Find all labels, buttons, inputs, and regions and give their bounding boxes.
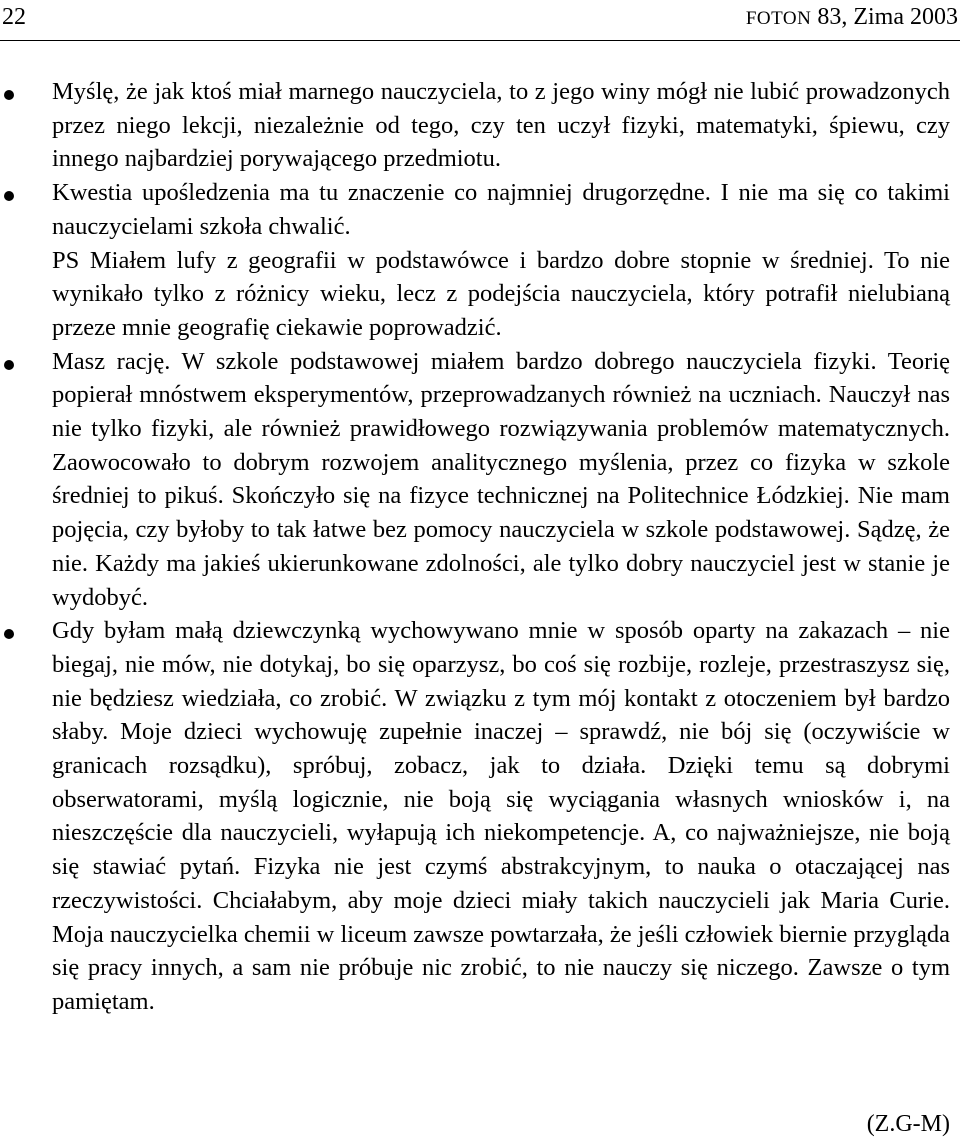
running-title [746,0,958,36]
comment-item [0,345,950,615]
comment-list [0,75,960,1019]
journal-name: FOTON [745,8,812,29]
comment-text: PS Miałem lufy z geografii w podstawówce i bardzo dobre stopnie w średniej. To nie wynikało tylko z różnicy wieku, lecz z podejścia nauczyciela, który potrafił nielubianą przeze mnie geografię ciekawie poprowadzić. [52,246,950,341]
comment-item [0,176,950,243]
comment-text: Myślę, że jak ktoś miał marnego nauczyciela, to z jego winy mógł nie lubić prowadzonych przez niego lekcji, niezależnie od tego, czy ten uczył fizyki, matematyki, śpiewu, czy innego najbardziej porywającego przedmiotu. [52,78,950,173]
bullet-icon [4,191,14,201]
bullet-icon [4,360,14,370]
header-rule [0,40,960,41]
bullet-icon [4,90,14,100]
page-number: 22 [2,4,26,30]
comment-text: Gdy byłam małą dziewczynką wychowywano mnie w sposób oparty na zakazach – nie biegaj, nie mów, nie dotykaj, bo się oparzysz, bo coś się rozbije, rozleje, przestraszysz się, nie będziesz wiedziała, co zrobić. W związku z tym mój kontakt z otoczeniem był bardzo słaby. Moje dzieci wychowuję zupełnie inaczej – sprawdź, nie bój się (oczywiście w granicach rozsądku), spróbuj, zobacz, jak to działa. Dzięki temu są dobrymi obserwatorami, myślą logicznie, nie boją się wyciągania własnych wniosków i, na nieszczęście dla nauczycieli, wyłapują ich niekompetencje. A, co najważniejsze, nie boją się stawiać pytań. Fizyka nie jest czymś abstrakcyjnym, to nauka o otaczającej nas rzeczywistości. Chciałabym, aby moje dzieci miały takich nauczycieli jak Maria Curie. Moja nauczycielka chemii w liceum zawsze powtarzała, że jeśli człowiek biernie przygląda się pracy innych, a sam nie próbuje nic zrobić, to nie nauczy się niczego. Zawsze o tym pamiętam. [52,617,950,1015]
comment-text: Kwestia upośledzenia ma tu znaczenie co najmniej drugorzędne. I nie ma się co takimi nauczycielami szkoła chwalić. [52,179,950,240]
author-signature: (Z.G-M) [866,1111,950,1137]
bullet-icon [4,629,14,639]
comment-item [0,614,950,1018]
journal-issue: 83, Zima 2003 [811,4,958,30]
comment-item [0,75,950,176]
comment-text: Masz rację. W szkole podstawowej miałem bardzo dobrego nauczyciela fizyki. Teorię popierał mnóstwem eksperymentów, przeprowadzanych również na uczniach. Nauczył nas nie tylko fizyki, ale również prawidłowego rozwiązywania problemów matematycznych. Zaowocowało to dobrym rozwojem analitycznego myślenia, przez co fizyka w szkole średniej to pikuś. Skończyło się na fizyce technicznej na Politechnice Łódzkiej. Nie mam pojęcia, czy byłoby to tak łatwe bez pomocy nauczyciela w szkole podstawowej. Sądzę, że nie. Każdy ma jakieś ukierunkowane zdolności, ale tylko dobry nauczyciel jest w stanie je wydobyć. [52,347,950,611]
page-header [0,0,960,40]
comment-item-ps [0,244,950,345]
